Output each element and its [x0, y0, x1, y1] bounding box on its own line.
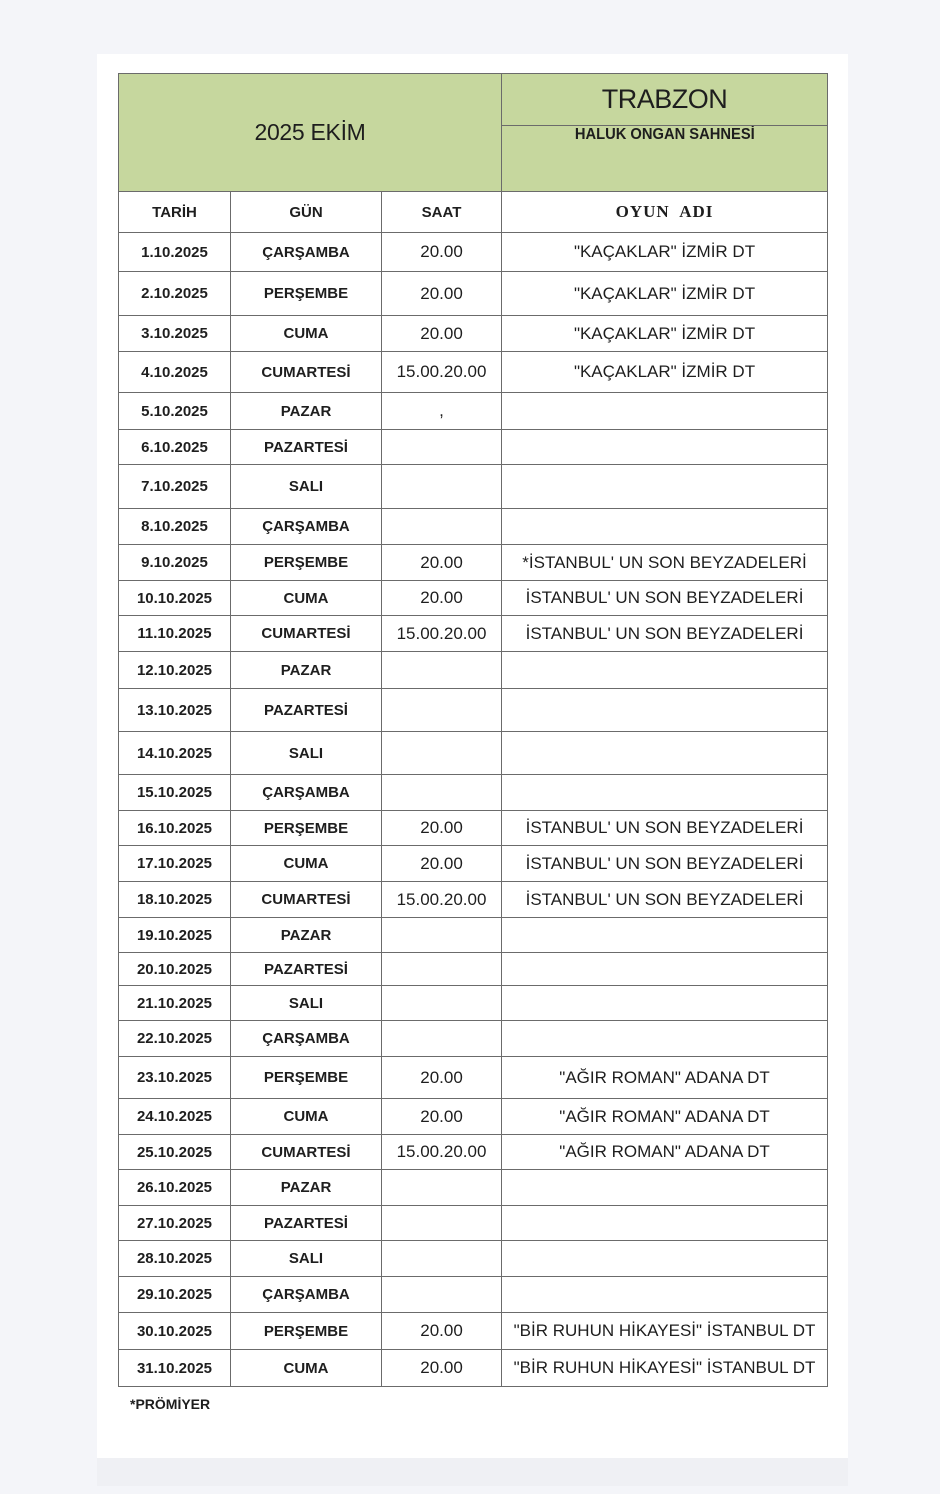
- play-cell: [502, 509, 828, 545]
- play-cell: [502, 1241, 828, 1277]
- play-cell: [502, 689, 828, 732]
- day-cell: PERŞEMBE: [231, 545, 382, 581]
- time-cell: 20.00: [382, 846, 502, 882]
- day-cell: PERŞEMBE: [231, 1057, 382, 1099]
- time-cell: [382, 1277, 502, 1313]
- table-row: [119, 1350, 828, 1387]
- day-cell: CUMA: [231, 846, 382, 882]
- play-cell: "AĞIR ROMAN" ADANA DT: [502, 1057, 828, 1099]
- day-cell: ÇARŞAMBA: [231, 1021, 382, 1057]
- date-cell: 26.10.2025: [119, 1170, 231, 1206]
- time-cell: [382, 430, 502, 465]
- day-cell: PAZAR: [231, 393, 382, 430]
- date-cell: 25.10.2025: [119, 1135, 231, 1170]
- time-cell: ,: [382, 393, 502, 430]
- date-cell: 13.10.2025: [119, 689, 231, 732]
- table-row: [119, 465, 828, 509]
- day-cell: ÇARŞAMBA: [231, 233, 382, 272]
- day-cell: SALI: [231, 986, 382, 1021]
- play-cell: "KAÇAKLAR" İZMİR DT: [502, 352, 828, 393]
- time-cell: 15.00.20.00: [382, 616, 502, 652]
- date-cell: 10.10.2025: [119, 581, 231, 616]
- play-cell: [502, 918, 828, 953]
- date-cell: 23.10.2025: [119, 1057, 231, 1099]
- date-cell: 20.10.2025: [119, 953, 231, 986]
- play-cell: "BİR RUHUN HİKAYESİ" İSTANBUL DT: [502, 1350, 828, 1387]
- play-cell: [502, 1170, 828, 1206]
- table-row: [119, 918, 828, 953]
- day-cell: CUMARTESİ: [231, 1135, 382, 1170]
- day-cell: CUMA: [231, 1350, 382, 1387]
- day-cell: PAZARTESİ: [231, 689, 382, 732]
- play-cell: [502, 986, 828, 1021]
- time-cell: [382, 1170, 502, 1206]
- date-cell: 11.10.2025: [119, 616, 231, 652]
- play-cell: İSTANBUL' UN SON BEYZADELERİ: [502, 811, 828, 846]
- table-row: [119, 509, 828, 545]
- play-cell: "AĞIR ROMAN" ADANA DT: [502, 1099, 828, 1135]
- play-cell: "KAÇAKLAR" İZMİR DT: [502, 272, 828, 316]
- time-cell: 15.00.20.00: [382, 352, 502, 393]
- time-cell: [382, 775, 502, 811]
- column-header-date: TARİH: [119, 192, 231, 233]
- table-row: [119, 1170, 828, 1206]
- play-cell: [502, 465, 828, 509]
- play-cell: [502, 775, 828, 811]
- time-cell: [382, 918, 502, 953]
- day-cell: PAZAR: [231, 1170, 382, 1206]
- time-cell: 20.00: [382, 1313, 502, 1350]
- date-cell: 7.10.2025: [119, 465, 231, 509]
- date-cell: 1.10.2025: [119, 233, 231, 272]
- time-cell: 20.00: [382, 581, 502, 616]
- time-cell: [382, 1241, 502, 1277]
- day-cell: SALI: [231, 732, 382, 775]
- time-cell: 20.00: [382, 811, 502, 846]
- time-cell: [382, 689, 502, 732]
- table-row: [119, 1135, 828, 1170]
- date-cell: 15.10.2025: [119, 775, 231, 811]
- date-cell: 5.10.2025: [119, 393, 231, 430]
- column-header-row: [119, 192, 828, 233]
- table-row: [119, 272, 828, 316]
- schedule-rows: [119, 233, 828, 1387]
- date-cell: 27.10.2025: [119, 1206, 231, 1241]
- time-cell: [382, 1021, 502, 1057]
- time-cell: [382, 652, 502, 689]
- date-cell: 19.10.2025: [119, 918, 231, 953]
- column-header-day: GÜN: [231, 192, 382, 233]
- play-cell: [502, 1206, 828, 1241]
- time-cell: [382, 732, 502, 775]
- table-row: [119, 1057, 828, 1099]
- date-cell: 29.10.2025: [119, 1277, 231, 1313]
- play-cell: [502, 732, 828, 775]
- column-header-play: OYUN ADI: [502, 192, 828, 233]
- time-cell: 20.00: [382, 1057, 502, 1099]
- month-title: 2025 EKİM: [119, 74, 502, 192]
- day-cell: PAZARTESİ: [231, 430, 382, 465]
- table-row: [119, 652, 828, 689]
- date-cell: 30.10.2025: [119, 1313, 231, 1350]
- table-row: [119, 953, 828, 986]
- day-cell: CUMARTESİ: [231, 352, 382, 393]
- table-row: [119, 1206, 828, 1241]
- play-cell: [502, 393, 828, 430]
- time-cell: 20.00: [382, 1350, 502, 1387]
- table-row: [119, 1021, 828, 1057]
- play-cell: "KAÇAKLAR" İZMİR DT: [502, 316, 828, 352]
- play-cell: "BİR RUHUN HİKAYESİ" İSTANBUL DT: [502, 1313, 828, 1350]
- day-cell: ÇARŞAMBA: [231, 509, 382, 545]
- premiere-footnote: *PRÖMİYER: [130, 1396, 211, 1412]
- date-cell: 16.10.2025: [119, 811, 231, 846]
- time-cell: 20.00: [382, 233, 502, 272]
- stage-cell: [502, 126, 828, 192]
- date-cell: 4.10.2025: [119, 352, 231, 393]
- table-row: [119, 581, 828, 616]
- time-cell: [382, 953, 502, 986]
- table-row: [119, 352, 828, 393]
- schedule-table: [118, 73, 828, 1387]
- date-cell: 6.10.2025: [119, 430, 231, 465]
- time-cell: 15.00.20.00: [382, 1135, 502, 1170]
- table-row: [119, 1241, 828, 1277]
- table-row: [119, 1313, 828, 1350]
- day-cell: PERŞEMBE: [231, 272, 382, 316]
- day-cell: CUMA: [231, 581, 382, 616]
- play-cell: [502, 1021, 828, 1057]
- table-row: [119, 882, 828, 918]
- date-cell: 9.10.2025: [119, 545, 231, 581]
- play-cell: [502, 953, 828, 986]
- table-row: [119, 689, 828, 732]
- day-cell: PAZARTESİ: [231, 1206, 382, 1241]
- date-cell: 17.10.2025: [119, 846, 231, 882]
- day-cell: CUMA: [231, 1099, 382, 1135]
- time-cell: [382, 986, 502, 1021]
- city-title: TRABZON: [502, 74, 828, 126]
- time-cell: [382, 509, 502, 545]
- day-cell: PERŞEMBE: [231, 811, 382, 846]
- time-cell: 20.00: [382, 1099, 502, 1135]
- play-cell: [502, 652, 828, 689]
- date-cell: 12.10.2025: [119, 652, 231, 689]
- table-row: [119, 811, 828, 846]
- day-cell: SALI: [231, 1241, 382, 1277]
- play-cell: "KAÇAKLAR" İZMİR DT: [502, 233, 828, 272]
- day-cell: PAZARTESİ: [231, 953, 382, 986]
- table-row: [119, 393, 828, 430]
- date-cell: 28.10.2025: [119, 1241, 231, 1277]
- table-row: [119, 430, 828, 465]
- time-cell: 15.00.20.00: [382, 882, 502, 918]
- table-row: [119, 986, 828, 1021]
- table-row: [119, 775, 828, 811]
- play-cell: İSTANBUL' UN SON BEYZADELERİ: [502, 882, 828, 918]
- play-cell: [502, 430, 828, 465]
- play-cell: "AĞIR ROMAN" ADANA DT: [502, 1135, 828, 1170]
- play-cell: [502, 1277, 828, 1313]
- day-cell: PAZAR: [231, 918, 382, 953]
- day-cell: CUMARTESİ: [231, 616, 382, 652]
- day-cell: ÇARŞAMBA: [231, 775, 382, 811]
- date-cell: 2.10.2025: [119, 272, 231, 316]
- column-header-time: SAAT: [382, 192, 502, 233]
- day-cell: PERŞEMBE: [231, 1313, 382, 1350]
- play-cell: İSTANBUL' UN SON BEYZADELERİ: [502, 581, 828, 616]
- table-row: [119, 316, 828, 352]
- day-cell: CUMA: [231, 316, 382, 352]
- time-cell: 20.00: [382, 545, 502, 581]
- date-cell: 31.10.2025: [119, 1350, 231, 1387]
- day-cell: PAZAR: [231, 652, 382, 689]
- time-cell: [382, 1206, 502, 1241]
- date-cell: 3.10.2025: [119, 316, 231, 352]
- day-cell: CUMARTESİ: [231, 882, 382, 918]
- table-row: [119, 732, 828, 775]
- bottom-band: [97, 1458, 848, 1486]
- date-cell: 21.10.2025: [119, 986, 231, 1021]
- date-cell: 14.10.2025: [119, 732, 231, 775]
- stage-title: HALUK ONGAN SAHNESİ: [574, 126, 755, 143]
- day-cell: ÇARŞAMBA: [231, 1277, 382, 1313]
- table-row: [119, 616, 828, 652]
- table-row: [119, 1277, 828, 1313]
- table-row: [119, 846, 828, 882]
- table-row: [119, 233, 828, 272]
- date-cell: 18.10.2025: [119, 882, 231, 918]
- date-cell: 22.10.2025: [119, 1021, 231, 1057]
- play-cell: İSTANBUL' UN SON BEYZADELERİ: [502, 616, 828, 652]
- table-row: [119, 1099, 828, 1135]
- date-cell: 8.10.2025: [119, 509, 231, 545]
- time-cell: [382, 465, 502, 509]
- time-cell: 20.00: [382, 316, 502, 352]
- date-cell: 24.10.2025: [119, 1099, 231, 1135]
- play-cell: İSTANBUL' UN SON BEYZADELERİ: [502, 846, 828, 882]
- day-cell: SALI: [231, 465, 382, 509]
- play-cell: *İSTANBUL' UN SON BEYZADELERİ: [502, 545, 828, 581]
- time-cell: 20.00: [382, 272, 502, 316]
- table-row: [119, 545, 828, 581]
